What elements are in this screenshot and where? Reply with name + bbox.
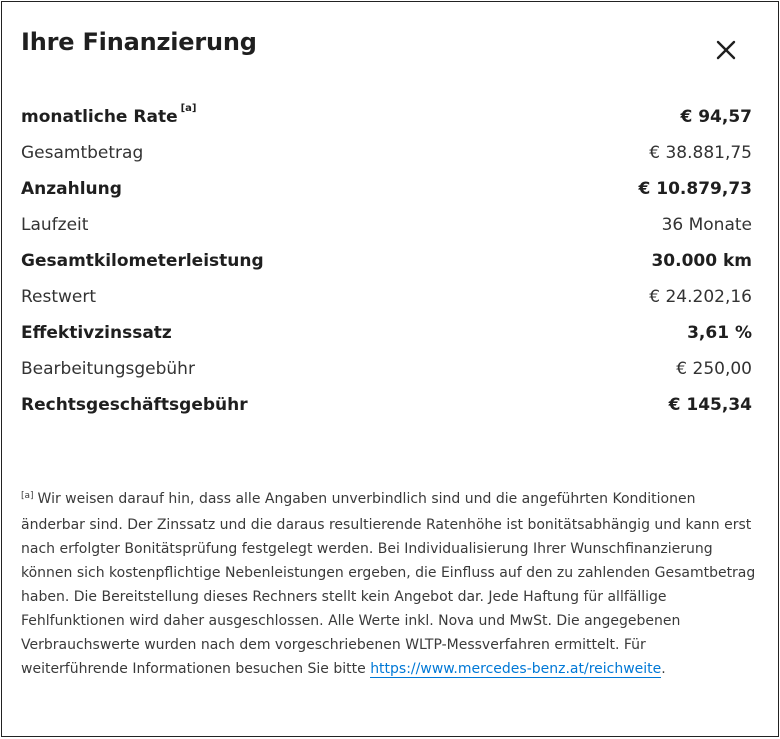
detail-row	[21, 243, 752, 279]
detail-value: € 10.879,73	[638, 179, 752, 199]
detail-row	[21, 171, 752, 207]
detail-label	[21, 179, 122, 199]
financing-details-list	[21, 99, 752, 423]
detail-label	[21, 215, 88, 235]
detail-value: € 38.881,75	[649, 143, 752, 163]
detail-label	[21, 287, 96, 307]
detail-label-text: monatliche Rate	[21, 107, 178, 127]
detail-label	[21, 359, 195, 379]
detail-label-text: Anzahlung	[21, 179, 122, 199]
close-button[interactable]	[711, 35, 741, 65]
detail-row	[21, 315, 752, 351]
detail-label	[21, 103, 197, 127]
footnote-reference: [a]	[180, 103, 197, 115]
detail-label	[21, 395, 248, 415]
detail-label-text: Bearbeitungsgebühr	[21, 359, 195, 379]
detail-row	[21, 351, 752, 387]
footnote	[21, 487, 756, 681]
detail-label	[21, 323, 172, 343]
detail-value: € 250,00	[676, 359, 752, 379]
detail-value: 30.000 km	[651, 251, 752, 271]
detail-value: 3,61 %	[687, 323, 752, 343]
detail-row	[21, 207, 752, 243]
detail-value: € 94,57	[680, 107, 752, 127]
footnote-trailing: .	[661, 661, 666, 677]
dialog-title: Ihre Finanzierung	[21, 28, 257, 56]
financing-dialog	[1, 1, 779, 737]
detail-value: € 145,34	[668, 395, 752, 415]
footnote-marker: [a]	[21, 491, 34, 501]
footnote-text: Wir weisen darauf hin, dass alle Angaben unverbindlich sind und die angeführten Konditionen änderbar sind. Der Zinssatz und die daraus resultierende Ratenhöhe ist bonitätsabhängig und kann erst nach erfolgter Bonitätsprüfung festgelegt werden. Bei Individualisierung Ihrer Wunschfinanzierung können sich kostenpflichtige Nebenleistungen ergeben, die Einfluss auf den zu zahlenden Gesamtbetrag haben. Die Bereitstellung dieses Rechners stellt kein Angebot dar. Jede Haftung für allfällige Fehlfunktionen wird daher ausgeschlossen. Alle Werte inkl. Nova und MwSt. Die angegebenen Verbrauchswerte wurden nach dem vorgeschriebenen WLTP-Messverfahren ermittelt. Für weiterführende Informationen besuchen Sie bitte	[21, 491, 756, 677]
detail-row	[21, 135, 752, 171]
detail-label-text: Restwert	[21, 287, 97, 307]
detail-row	[21, 387, 752, 423]
close-icon	[711, 35, 741, 65]
detail-label-text: Gesamtbetrag	[21, 143, 144, 163]
detail-row	[21, 279, 752, 315]
reichweite-link[interactable]: https://www.mercedes-benz.at/reichweite	[370, 661, 662, 677]
detail-label	[21, 143, 143, 163]
detail-label-text: Effektivzinssatz	[21, 323, 172, 343]
detail-value: € 24.202,16	[649, 287, 752, 307]
detail-value: 36 Monate	[661, 215, 752, 235]
detail-row	[21, 99, 752, 135]
detail-label	[21, 251, 264, 271]
detail-label-text: Rechtsgeschäftsgebühr	[21, 395, 248, 415]
detail-label-text: Gesamtkilometerleistung	[21, 251, 264, 271]
detail-label-text: Laufzeit	[21, 215, 89, 235]
